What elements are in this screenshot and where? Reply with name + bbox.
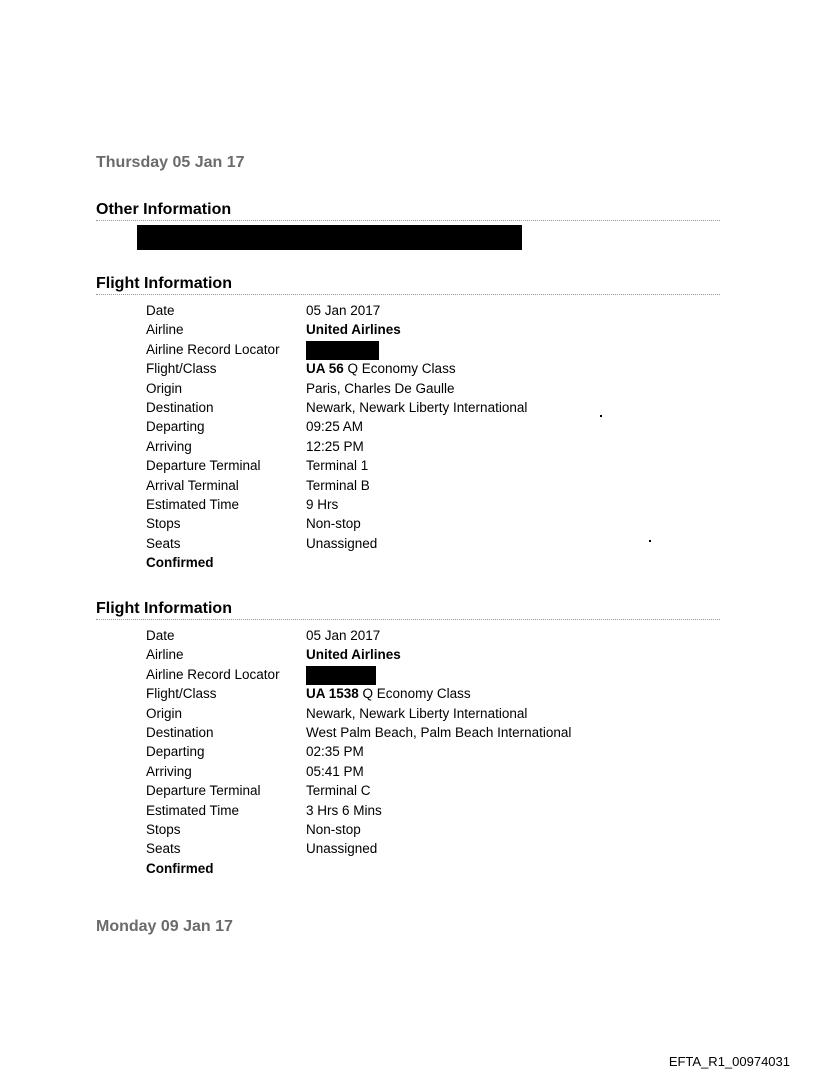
- row-origin: [146, 704, 666, 723]
- label: Seats: [146, 841, 181, 857]
- row-locator: [146, 665, 666, 684]
- label: Departing: [146, 744, 205, 760]
- stray-mark: [600, 415, 602, 417]
- airline-value: United Airlines: [306, 647, 401, 663]
- label: Estimated Time: [146, 802, 240, 818]
- flight-information-title: Flight Information: [96, 275, 720, 295]
- other-information-title: Other Information: [96, 201, 720, 221]
- row-estimated-time: [146, 801, 666, 820]
- seats-value: Unassigned: [306, 841, 378, 857]
- label: Airline Record Locator: [146, 666, 280, 682]
- row-flight-class: [146, 359, 666, 378]
- label: Stops: [146, 821, 181, 837]
- departing-value: 09:25 AM: [306, 419, 364, 435]
- arrival-terminal-value: Terminal B: [306, 477, 370, 493]
- label: Stops: [146, 516, 181, 532]
- locator-redaction: [306, 666, 376, 685]
- document-id: EFTA_R1_00974031: [668, 1054, 790, 1069]
- row-departure-terminal: [146, 781, 666, 800]
- redaction-bar: [137, 225, 522, 250]
- origin-value: Paris, Charles De Gaulle: [306, 380, 455, 396]
- label: Date: [146, 303, 175, 318]
- label: Flight/Class: [146, 361, 217, 377]
- row-departing: [146, 742, 666, 761]
- label: Arrival Terminal: [146, 477, 239, 493]
- row-flight-class: [146, 684, 666, 703]
- label: Departure Terminal: [146, 458, 261, 474]
- row-departing: [146, 417, 666, 436]
- label: Destination: [146, 399, 214, 415]
- destination-value: West Palm Beach, Palm Beach International: [306, 724, 572, 740]
- label: Flight/Class: [146, 686, 217, 702]
- row-status: [146, 553, 666, 572]
- label: Seats: [146, 535, 181, 551]
- row-airline: [146, 320, 666, 339]
- departing-value: 02:35 PM: [306, 744, 364, 760]
- row-date: [146, 626, 666, 645]
- flight-information-title: Flight Information: [96, 600, 720, 620]
- label: Estimated Time: [146, 496, 240, 512]
- label: Departing: [146, 419, 205, 435]
- row-arrival-terminal: [146, 476, 666, 495]
- arriving-value: 12:25 PM: [306, 438, 364, 454]
- row-arriving: [146, 762, 666, 781]
- row-destination: [146, 398, 666, 417]
- row-estimated-time: [146, 495, 666, 514]
- row-locator: [146, 340, 666, 359]
- flight-number: UA 1538: [306, 686, 359, 702]
- airline-value: United Airlines: [306, 322, 401, 338]
- day-heading: Monday 09 Jan 17: [96, 918, 233, 935]
- estimated-time-value: 3 Hrs 6 Mins: [306, 802, 382, 818]
- row-origin: [146, 379, 666, 398]
- row-arriving: [146, 437, 666, 456]
- origin-value: Newark, Newark Liberty International: [306, 705, 528, 721]
- estimated-time-value: 9 Hrs: [306, 496, 339, 512]
- label: Origin: [146, 705, 183, 721]
- flight-details-2: [146, 626, 666, 878]
- label: Airline: [146, 647, 184, 663]
- label: Departure Terminal: [146, 783, 261, 799]
- row-seats: [146, 534, 666, 553]
- label: Arriving: [146, 763, 192, 779]
- destination-value: Newark, Newark Liberty International: [306, 399, 528, 415]
- class-value: Q Economy Class: [347, 361, 456, 377]
- stops-value: Non-stop: [306, 821, 361, 837]
- day-heading: Thursday 05 Jan 17: [96, 154, 245, 171]
- flight-details-1: [146, 301, 666, 572]
- label: Airline: [146, 322, 184, 338]
- stops-value: Non-stop: [306, 516, 361, 532]
- seats-value: Unassigned: [306, 535, 378, 551]
- label: Destination: [146, 724, 214, 740]
- label: Arriving: [146, 438, 192, 454]
- class-value: Q Economy Class: [362, 686, 471, 702]
- status-confirmed: Confirmed: [146, 860, 214, 876]
- locator-redaction: [306, 341, 379, 360]
- row-stops: [146, 514, 666, 533]
- stray-mark: [649, 540, 651, 542]
- row-date: [146, 301, 666, 320]
- row-airline: [146, 645, 666, 664]
- date-value: 05 Jan 2017: [306, 303, 381, 318]
- label: Airline Record Locator: [146, 341, 280, 357]
- departure-terminal-value: Terminal 1: [306, 458, 369, 474]
- arriving-value: 05:41 PM: [306, 763, 364, 779]
- flight-number: UA 56: [306, 361, 344, 377]
- row-seats: [146, 839, 666, 858]
- row-departure-terminal: [146, 456, 666, 475]
- departure-terminal-value: Terminal C: [306, 783, 371, 799]
- status-confirmed: Confirmed: [146, 555, 214, 571]
- row-stops: [146, 820, 666, 839]
- row-status: [146, 859, 666, 878]
- label: Origin: [146, 380, 183, 396]
- label: Date: [146, 628, 175, 643]
- date-value: 05 Jan 2017: [306, 628, 381, 643]
- row-destination: [146, 723, 666, 742]
